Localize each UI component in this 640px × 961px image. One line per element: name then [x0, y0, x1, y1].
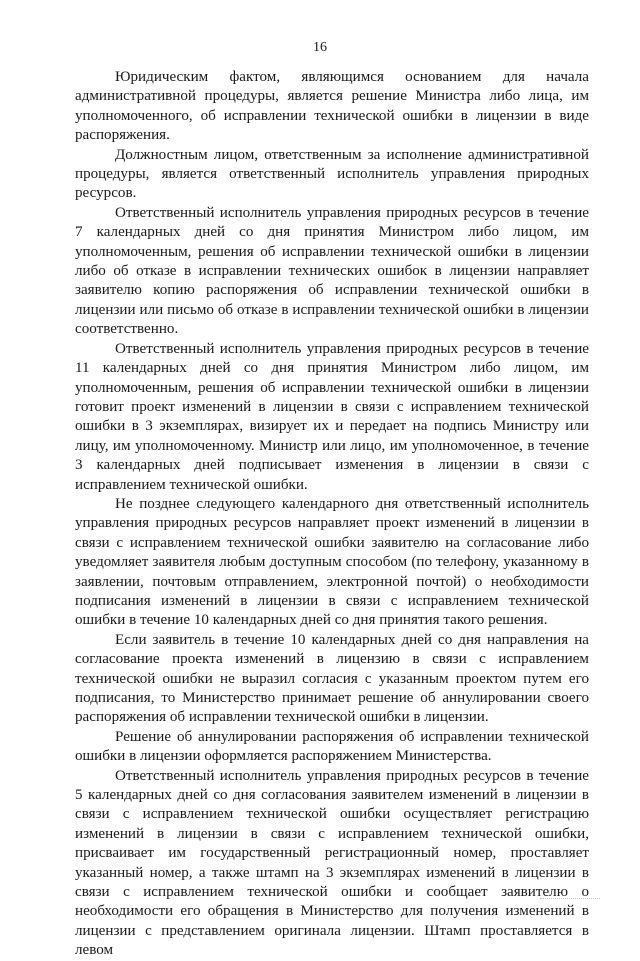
- paragraph-send-copy: Ответственный исполнитель управления природных ресурсов в течение 7 календарных дней со дня принятия Министром либо лицом, им уполномоченным, решения об исправлении технической ошибки в лицензии либо об отказе в исправлении технических ошибок в лицензии направляет заявителю копию распоряжения об исправлении технической ошибки в лицензии или письмо об отказе в исправлении технической ошибки в лицензии соответственно.: [75, 204, 589, 338]
- paragraph-prepare-draft: Ответственный исполнитель управления природных ресурсов в течение 11 календарных дней со дня принятия Министром либо лицом, им уполномоченным, решения об исправлении технической ошибки в лицензии готовит проект изменений в лицензии в связи с исправлением технической ошибки в 3 экземплярах, визирует их и передает на подпись Министру или лицу, им уполномоченному. Министр или лицо, им уполномоченное, в течение 3 календарных дней подписывает изменения в лицензии в связи с исправлением технической ошибки.: [75, 340, 589, 493]
- document-body: [75, 68, 589, 961]
- paragraph-notify-applicant: Не позднее следующего календарного дня ответственный исполнитель управления природных ресурсов направляет проект изменений в лицензии в связи с исправлением технической ошибки заявителю на согласование либо уведомляет заявителя любым доступным способом (по телефону, указанному в заявлении, почтовым отправлением, электронной почтой) о необходимости подписания изменений в лицензии в связи с исправлением технической ошибки в течение 10 календарных дней со дня принятия такого решения.: [75, 495, 589, 629]
- paragraph-annulment-condition: Если заявитель в течение 10 календарных дней со дня направления на согласование проекта изменений в лицензию в связи с исправлением технической ошибки не выразил согласия с указанным проектом путем его подписания, то Министерство принимает решение об аннулировании своего распоряжения об исправлении технической ошибки в лицензии.: [75, 631, 589, 726]
- paragraph-registration: Ответственный исполнитель управления природных ресурсов в течение 5 календарных дней со дня согласования заявителем изменений в лицензии в связи с исправлением технической ошибки осуществляет регистрацию изменений в лицензии в связи с исправлением технической ошибки, присваивает им государственный регистрационный номер, проставляет указанный номер, а также штамп на 3 экземплярах изменений в лицензии в связи с исправлением технической ошибки и сообщает заявителю о необходимости его обращения в Министерство для получения изменений в лицензии с представлением оригинала лицензии. Штамп проставляется в левом: [75, 767, 589, 959]
- paragraph-annulment-decision: Решение об аннулировании распоряжения об исправлении технической ошибки в лицензии оформляется распоряжением Министерства.: [75, 728, 589, 765]
- scan-artifact: [540, 898, 600, 901]
- paragraph-responsible-official: Должностным лицом, ответственным за исполнение административной процедуры, является ответственный исполнитель управления природных ресурсов.: [75, 146, 589, 202]
- paragraph-legal-fact: Юридическим фактом, являющимся основанием для начала административной процедуры, является решение Министра либо лица, им уполномоченного, об исправлении технической ошибки в лицензии в виде распоряжения.: [75, 69, 589, 144]
- page-number: 16: [313, 40, 327, 55]
